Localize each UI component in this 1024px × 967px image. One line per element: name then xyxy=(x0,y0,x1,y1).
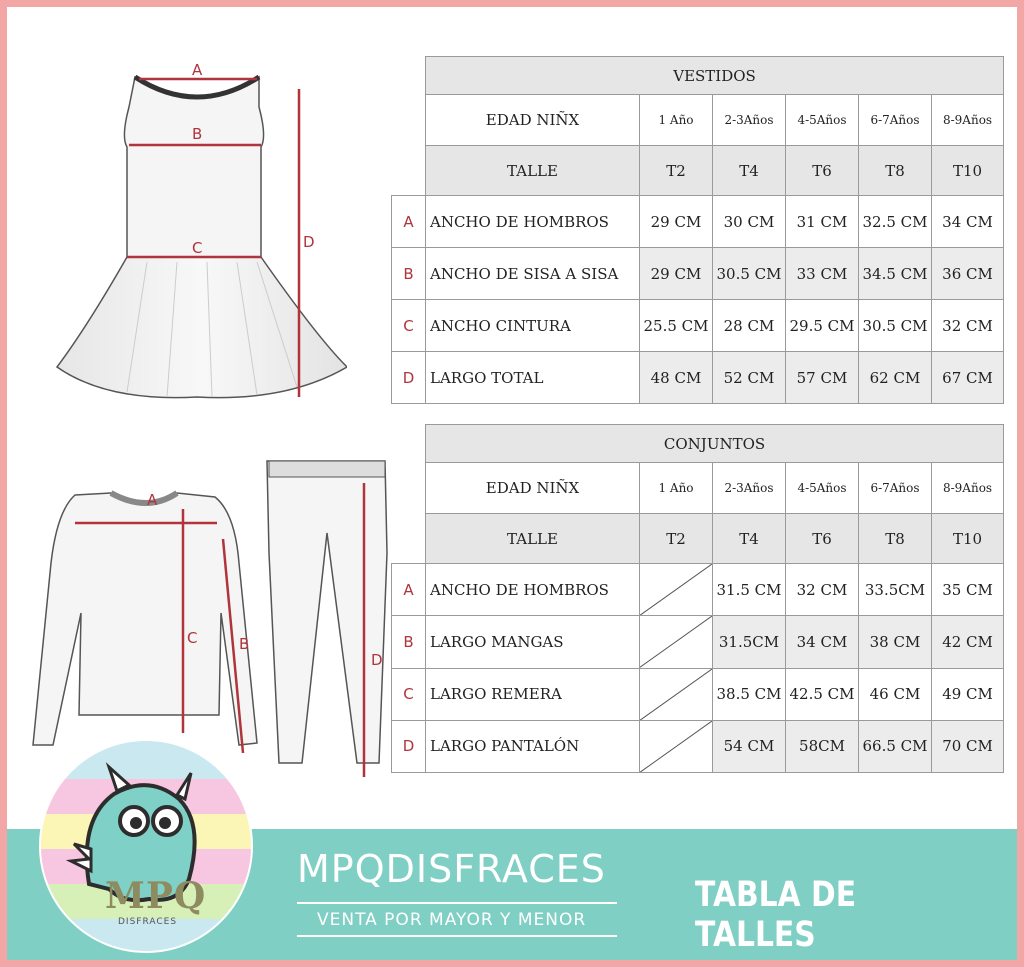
conjuntos-size: T2 xyxy=(640,514,713,564)
set-label-c: C xyxy=(187,629,198,647)
brand-name: MPQDISFRACES xyxy=(297,847,606,891)
cell-value: 33.5CM xyxy=(859,564,932,616)
vestidos-title: VESTIDOS xyxy=(426,57,1004,95)
page-title: TABLA DE TALLES xyxy=(695,875,857,955)
cell-value: 46 CM xyxy=(859,668,932,720)
row-label: LARGO PANTALÓN xyxy=(426,720,640,772)
dress-label-b: B xyxy=(192,125,203,143)
cell-value: 30.5 CM xyxy=(859,300,932,352)
conjuntos-age: 4-5Años xyxy=(786,463,859,514)
vestidos-size: T10 xyxy=(932,146,1004,196)
table-row xyxy=(392,248,1004,300)
conjuntos-age: 6-7Años xyxy=(859,463,932,514)
row-letter: A xyxy=(392,196,426,248)
cell-value: 38 CM xyxy=(859,616,932,668)
vestidos-size-table xyxy=(391,56,1004,404)
row-label: LARGO MANGAS xyxy=(426,616,640,668)
cell-value: 42 CM xyxy=(932,616,1004,668)
vestidos-size: T6 xyxy=(786,146,859,196)
divider xyxy=(297,902,617,904)
cell-value: 33 CM xyxy=(786,248,859,300)
row-label: ANCHO DE HOMBROS xyxy=(426,196,640,248)
dress-illustration xyxy=(47,57,347,417)
table-row xyxy=(392,352,1004,404)
row-label: ANCHO CINTURA xyxy=(426,300,640,352)
cell-value: 30 CM xyxy=(713,196,786,248)
divider xyxy=(297,935,617,937)
vestidos-size: T4 xyxy=(713,146,786,196)
cell-value: 34.5 CM xyxy=(859,248,932,300)
table-row xyxy=(392,668,1004,720)
row-letter: A xyxy=(392,564,426,616)
conjuntos-age: 1 Año xyxy=(640,463,713,514)
cell-value: 42.5 CM xyxy=(786,668,859,720)
set-label-d: D xyxy=(371,651,383,669)
set-illustration xyxy=(17,453,397,783)
cell-value: 25.5 CM xyxy=(640,300,713,352)
cell-value: 28 CM xyxy=(713,300,786,352)
table-row xyxy=(392,300,1004,352)
row-letter: B xyxy=(392,616,426,668)
cell-value: 57 CM xyxy=(786,352,859,404)
cell-value: 34 CM xyxy=(786,616,859,668)
vestidos-size: T2 xyxy=(640,146,713,196)
conjuntos-age-label: EDAD NIÑX xyxy=(426,463,640,514)
conjuntos-title: CONJUNTOS xyxy=(426,425,1004,463)
cell-value: 30.5 CM xyxy=(713,248,786,300)
not-available-cell xyxy=(640,564,713,616)
dress-label-d: D xyxy=(303,233,315,251)
cell-value: 31.5 CM xyxy=(713,564,786,616)
not-available-cell xyxy=(640,720,713,772)
row-letter: D xyxy=(392,720,426,772)
logo-subtext: DISFRACES xyxy=(118,917,178,927)
table-row xyxy=(392,720,1004,772)
conjuntos-size: T4 xyxy=(713,514,786,564)
table-row xyxy=(392,564,1004,616)
vestidos-age-label: EDAD NIÑX xyxy=(426,95,640,146)
vestidos-age: 2-3Años xyxy=(713,95,786,146)
row-letter: C xyxy=(392,300,426,352)
row-letter: C xyxy=(392,668,426,720)
size-chart-page xyxy=(7,7,1017,960)
vestidos-age: 6-7Años xyxy=(859,95,932,146)
cell-value: 54 CM xyxy=(713,720,786,772)
cell-value: 36 CM xyxy=(932,248,1004,300)
cell-value: 66.5 CM xyxy=(859,720,932,772)
vestidos-age: 8-9Años xyxy=(932,95,1004,146)
cell-value: 58CM xyxy=(786,720,859,772)
cell-value: 38.5 CM xyxy=(713,668,786,720)
row-label: LARGO REMERA xyxy=(426,668,640,720)
conjuntos-size-table xyxy=(391,424,1004,773)
cell-value: 35 CM xyxy=(932,564,1004,616)
vestidos-size: T8 xyxy=(859,146,932,196)
table-row xyxy=(392,196,1004,248)
cell-value: 49 CM xyxy=(932,668,1004,720)
set-label-a: A xyxy=(147,491,158,509)
row-letter: D xyxy=(392,352,426,404)
row-label: ANCHO DE HOMBROS xyxy=(426,564,640,616)
table-row xyxy=(392,616,1004,668)
vestidos-age: 1 Año xyxy=(640,95,713,146)
vestidos-age: 4-5Años xyxy=(786,95,859,146)
conjuntos-size: T10 xyxy=(932,514,1004,564)
logo-text: MPQ xyxy=(105,875,207,917)
set-label-b: B xyxy=(239,635,250,653)
cell-value: 67 CM xyxy=(932,352,1004,404)
dress-label-c: C xyxy=(192,239,203,257)
cell-value: 32.5 CM xyxy=(859,196,932,248)
conjuntos-age: 8-9Años xyxy=(932,463,1004,514)
row-label: LARGO TOTAL xyxy=(426,352,640,404)
not-available-cell xyxy=(640,616,713,668)
cell-value: 32 CM xyxy=(786,564,859,616)
not-available-cell xyxy=(640,668,713,720)
cell-value: 31 CM xyxy=(786,196,859,248)
cell-value: 29.5 CM xyxy=(786,300,859,352)
brand-tagline: VENTA POR MAYOR Y MENOR xyxy=(317,910,587,930)
row-letter: B xyxy=(392,248,426,300)
row-label: ANCHO DE SISA A SISA xyxy=(426,248,640,300)
cell-value: 62 CM xyxy=(859,352,932,404)
vestidos-size-label: TALLE xyxy=(426,146,640,196)
cell-value: 48 CM xyxy=(640,352,713,404)
cell-value: 32 CM xyxy=(932,300,1004,352)
conjuntos-age: 2-3Años xyxy=(713,463,786,514)
cell-value: 31.5CM xyxy=(713,616,786,668)
cell-value: 52 CM xyxy=(713,352,786,404)
cell-value: 29 CM xyxy=(640,248,713,300)
conjuntos-size-label: TALLE xyxy=(426,514,640,564)
conjuntos-size: T6 xyxy=(786,514,859,564)
cell-value: 29 CM xyxy=(640,196,713,248)
conjuntos-size: T8 xyxy=(859,514,932,564)
cell-value: 70 CM xyxy=(932,720,1004,772)
cell-value: 34 CM xyxy=(932,196,1004,248)
dress-label-a: A xyxy=(192,61,203,79)
